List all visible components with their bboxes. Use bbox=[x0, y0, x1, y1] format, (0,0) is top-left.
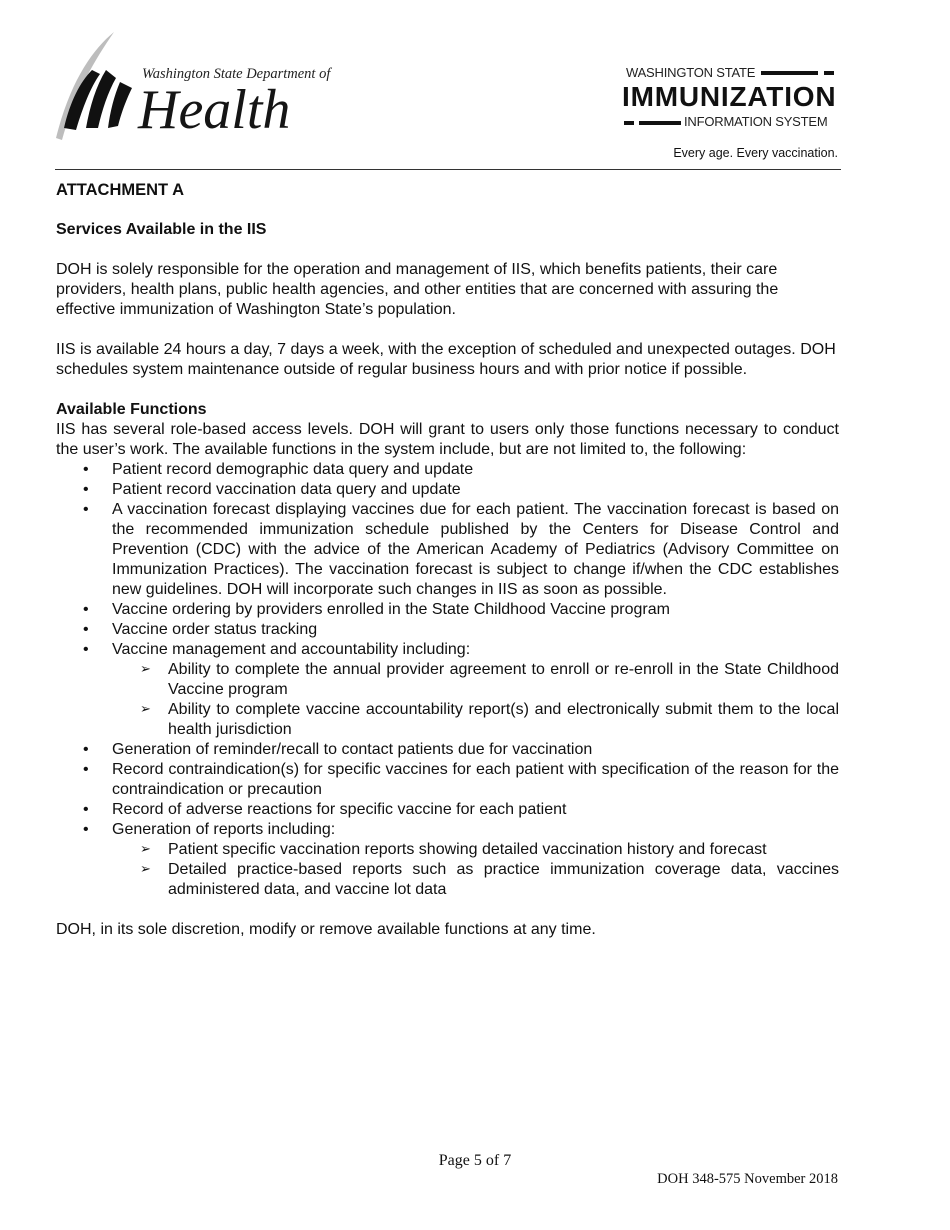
list-item: • Vaccine order status tracking bbox=[56, 620, 839, 640]
services-title: Services Available in the IIS bbox=[56, 221, 267, 238]
attachment-title: ATTACHMENT A bbox=[56, 181, 185, 199]
list-item: • Generation of reminder/recall to contact patients due for vaccination bbox=[56, 740, 839, 760]
list-item: • Vaccine management and accountability including: ➢ Ability to complete the annual provider agreement to enroll or re-enroll in the State Childhood Vaccine program ➢ Ability to complete vaccine accountability report(s) and electronically submit them to the local health jurisdiction bbox=[56, 640, 839, 740]
iis-logo-bottom: INFORMATION SYSTEM bbox=[684, 114, 828, 129]
doh-logo-line1: Washington State Department of bbox=[142, 66, 331, 82]
header-divider bbox=[55, 169, 841, 170]
iis-logo-top: WASHINGTON STATE bbox=[626, 65, 756, 80]
list-item: • Generation of reports including: ➢ Patient specific vaccination reports showing detailed vaccination history and forecast ➢ Detailed practice-based reports such as practice immunization coverage data, vaccines administered data, and vaccine lot data bbox=[56, 820, 839, 900]
list-item: • Vaccine ordering by providers enrolled in the State Childhood Vaccine program bbox=[56, 600, 839, 620]
document-body bbox=[56, 180, 839, 940]
sub-list-item: ➢ Detailed practice-based reports such as practice immunization coverage data, vaccines administered data, and vaccine lot data bbox=[112, 860, 839, 900]
iis-logo-bar bbox=[761, 71, 818, 75]
paragraph-availability: IIS is available 24 hours a day, 7 days a week, with the exception of scheduled and unexpected outages. DOH schedules system maintenance outside of regular business hours and with prior notice if possible. bbox=[56, 341, 836, 378]
doh-logo bbox=[52, 30, 331, 145]
list-item: • Record contraindication(s) for specific vaccines for each patient with specification of the reason for the contraindication or precaution bbox=[56, 760, 839, 800]
list-item: • Patient record vaccination data query and update bbox=[56, 480, 839, 500]
paragraph-responsibility: DOH is solely responsible for the operation and management of IIS, which benefits patients, their care providers, health plans, public health agencies, and other entities that are concerned with assuring the effective immunization of Washington State’s population. bbox=[56, 261, 779, 318]
list-item: • A vaccination forecast displaying vaccines due for each patient. The vaccination forecast is based on the recommended immunization schedule published by the Centers for Disease Control and Prevention (CDC) with the advice of the American Academy of Pediatrics (Advisory Committee on Immunization Practices). The vaccination forecast is subject to change if/when the CDC establishes new guidelines. DOH will incorporate such changes in IIS as soon as possible. bbox=[56, 500, 839, 600]
iis-logo-dot bbox=[624, 121, 634, 125]
sub-list bbox=[112, 840, 839, 900]
functions-intro: IIS has several role-based access levels. DOH will grant to users only those functions necessary to conduct the user’s work. The available functions in the system include, but are not limited to, the following: bbox=[56, 421, 839, 458]
functions-title: Available Functions bbox=[56, 401, 207, 418]
sub-list-item: ➢ Ability to complete vaccine accountability report(s) and electronically submit them to the local health jurisdiction bbox=[112, 700, 839, 740]
iis-logo-bar bbox=[639, 121, 681, 125]
iis-logo-dot bbox=[824, 71, 834, 75]
page-number: Page 5 of 7 bbox=[438, 1152, 512, 1169]
list-item: • Patient record demographic data query and update bbox=[56, 460, 839, 480]
functions-list bbox=[56, 460, 839, 900]
doh-logo-wordmark: Health bbox=[138, 79, 291, 141]
closing-statement: DOH, in its sole discretion, modify or remove available functions at any time. bbox=[56, 921, 596, 938]
feather-icon bbox=[52, 30, 142, 145]
sub-list-item: ➢ Ability to complete the annual provider agreement to enroll or re-enroll in the State Childhood Vaccine program bbox=[112, 660, 839, 700]
iis-logo bbox=[620, 64, 838, 134]
sub-list-item: ➢ Patient specific vaccination reports showing detailed vaccination history and forecast bbox=[112, 840, 839, 860]
iis-logo-wordmark: IMMUNIZATION bbox=[622, 81, 837, 112]
list-item: • Record of adverse reactions for specific vaccine for each patient bbox=[56, 800, 839, 820]
tagline: Every age. Every vaccination. bbox=[673, 146, 838, 160]
document-id: DOH 348-575 November 2018 bbox=[657, 1171, 838, 1187]
sub-list bbox=[112, 660, 839, 740]
